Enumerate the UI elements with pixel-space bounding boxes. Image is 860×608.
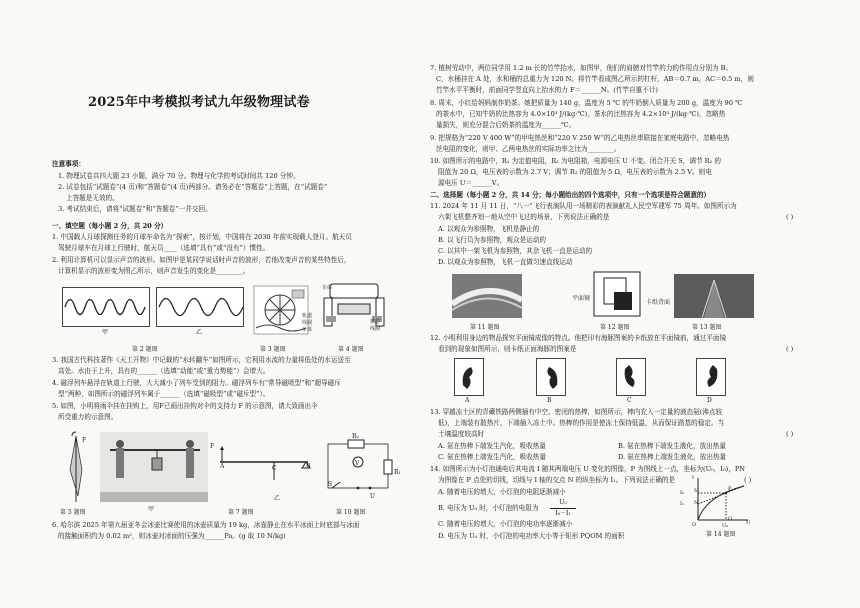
q12-line2: 看到的现象如图所示，则卡纸正面海豚的图案是 [438,345,577,353]
q12-option-d-dolphin [696,358,726,396]
q10-line3: 源电压 U＝______V。 [438,179,504,187]
q7-line2: C，水桶挂在 A 处，水和桶的总重力为 120 N。将竹竿看成图乙所示的杠杆，AB＝0.7 m，AC＝0.5 m，则 [436,75,754,83]
q6-line1: 6. 哈尔滨 2025 年第九届亚冬会冰壶比赛使用的冰壶质量为 19 kg，冰壶静止在水平冰面上时底部与冰面 [52,521,360,529]
q13-option-c: C. 氨在热棒上端发生汽化，吸收热量 [438,453,546,461]
q13-option-a: A. 氨在热棒下端发生汽化，吸收热量 [438,442,546,450]
fig2-caption: 第 2 题图 [132,346,158,353]
q10-line1: 10. 如图所示的电路中，R₁ 为定值电阻，R₂ 为电阻箱，电源电压 U 不变。闭合开关 S，调节 R₂ 的 [430,157,721,165]
q12-option-c-letter: C [627,397,632,404]
fig5-umbrella-illustration [62,430,92,506]
q11-answer-paren: ( ) [786,213,794,221]
section-2-heading: 二、选择题（每小题 2 分，共 14 分；每小题给出的四个选项中，只有一个选项是符合题意的） [430,191,711,199]
q11-option-a: A. 以观众为参照物，飞机是静止的 [438,225,540,233]
fig12-caption: 第 12 题图 [600,324,630,331]
fig10-label-v: V [355,460,360,467]
q10-line2: 阻值为 20 Ω，电压表的示数为 2.7 V；调节 R₂ 的阻值为 5 Ω，电压表的示数为 2.5 V。则电 [438,168,712,176]
q11-option-d: D. 以观众为参照物，飞机一直做匀速直线运动 [438,258,573,266]
fig4-label-coil1: 线圈 [302,320,313,326]
fig12-mirror-diagram [590,270,644,320]
section-1-heading: 一、填空题（每小题 2 分，共 20 分） [52,222,168,230]
note-1: 1. 物理试卷共四大题 23 小题，满分 70 分。物理与化学的考试时间共 120 分钟。 [58,172,300,180]
fig7-lever-diagram [216,446,312,490]
q14-line2: 为图像在 P 点处的切线，切线与 I 轴的交点 N 的纵坐标为 I₁。下列说法正确的是 [438,476,676,484]
fig10-label-r1: R₁ [394,469,401,476]
fig12-label-card-back: 卡纸背面 [646,299,671,306]
q13-answer-paren: ( ) [786,430,794,438]
q1-line2: 驾驶月球车在月球上行驶时，航天员____（选填“具有”或“没有”）惯性。 [58,244,270,252]
q12-option-a-dolphin [454,358,484,396]
q14-option-d: D. 电压为 U₀ 时，小灯泡的电功率大小等于矩形 PQOM 的面积 [438,532,625,540]
fraction-denominator: I₀－I₁ [555,509,571,517]
svg-text:F: F [82,437,87,444]
fig4-label-carbody2: 车体 [302,327,313,333]
fig10-caption: 第 10 题图 [336,509,366,516]
fig11-aircraft-photo [452,274,522,318]
notes-header: 注意事项： [52,160,85,168]
fig14-caption: 第 14 题图 [706,531,736,538]
fig14-label-o: O [692,522,697,528]
q11-option-b: B. 以飞行员为参照物，观众是运动的 [438,236,546,244]
fig10-label-u: U [370,493,376,500]
fig14-label-u0: U₀ [722,523,729,529]
fig13-caption: 第 13 题图 [692,324,722,331]
q8-line3: 量损失，则充分混合后奶茶的温度为______℃。 [436,121,576,129]
fig7-label-f: F [210,443,215,450]
q8-line2: 的茶水中，已知牛奶的比热容为 4.0×10³ J/(kg·℃)，茶水的比热容为 4.2×10³ J/(kg·℃)，忽略热 [436,110,726,118]
q7-line3: 竹竿水平平衡时，前面同学竖直向上抬水的力 F＝______N。(竹竿自重不计) [436,86,658,94]
fraction-numerator: U₀ [550,498,576,509]
fig13-railway-photo [674,274,754,318]
q2-line2: 计算机显示的波形变为图乙所示，则声音发生的变化是________。 [58,267,250,275]
fig11-caption: 第 11 题图 [470,324,500,331]
note-2b: 上答题是无效的。 [66,194,119,202]
q14-option-b-fraction [550,498,576,518]
q12-option-b-dolphin [536,358,566,396]
q6-line2: 的接触面积约为 0.02 m²，则冰壶对冰面的压强为______Pa。(g 取 10 N/kg) [58,532,286,540]
fig14-label-p: P [728,486,732,492]
q4-line1: 4. 磁浮列车悬浮在轨道上行驶，大大减小了列车受到的阻力。磁浮列车有“常导磁吸型”和“超导磁斥 [52,379,341,387]
fig5-caption: 第 5 题图 [60,509,86,516]
q11-line2: 六架飞机整齐划一地从空中飞过的场景，下列说法正确的是 [438,213,610,221]
q14-option-a: A. 随着电压的增大，小灯泡的电阻逐渐减小 [438,488,566,496]
note-3: 3. 考试结束后，请将“试题卷”和“答题卷”一并交回。 [58,205,212,213]
fig10-label-s: S [328,481,333,488]
q12-option-d-letter: D [707,397,712,404]
fig7-label-pointC: C [272,465,277,472]
q14-line1: 14. 如图所示为小灯泡通电后其电流 I 随其两端电压 U 变化的图像，P 为图线上一点，坐标为(U₀，I₀)，PN [430,465,746,473]
page-title: 2025年中考模拟考试九年级物理试卷 [88,95,310,110]
note-2: 2. 试卷包括“试题卷”(4 页)和“答题卷”(4 页)两部分。请务必在“答题卷”上答题，在“试题卷” [58,183,328,191]
q1-line1: 1. 中国载人月球探测任务的月球车命名为“探索”，按计划，中国将在 2030 年前实现载人登月。航天员 [52,233,352,241]
fig10-label-r2: R₂ [352,433,359,440]
fig14-label-m: M [694,488,700,494]
fig12-label-mirror: 平面镜 [572,295,591,302]
fig7-carry-water-photo [100,432,208,502]
q2-line1: 2. 利用计算机可以显示声音的波形。如图甲是某同学说话时声音的波形，若他改变声音的某些特性后， [52,256,351,264]
q14-option-c: C. 随着电压的增大，小灯泡的电功率逐渐减小 [438,520,573,528]
fig3-caption: 第 3 题图 [260,346,286,353]
fig2-label-b: 乙 [196,329,203,336]
q4-line2: 型”两种，如图所示的磁浮列车属于______（选填“磁吸型”或“磁斥型”）。 [58,390,270,398]
q5-line1: 5. 如图，小明将雨伞挂在挂钩上，用F已画出挂钩对伞的支持力 F 的示意图，请大致画出伞 [52,402,318,410]
fig7-caption: 第 7 题图 [228,509,254,516]
fig4-label-track: 轨道 [302,313,313,319]
fig4-label-coil2: 线圈 [370,326,381,332]
fig2-waveform-b [156,287,244,327]
q8-line1: 8. 周末，小红给妈妈制作奶茶。她把质量为 140 g，温度为 5 ℃ 的牛奶倒入质量为 200 g，温度为 90 ℃ [430,99,743,107]
fig14-label-q: Q [728,516,733,522]
q13-line1: 13. 穿越冻土区的青藏铁路两侧插有中空、密闭的热棒，如图所示，棒内充入一定量的液态氨(沸点较 [430,408,723,416]
fig2-label-a: 甲 [102,329,109,336]
q14-option-b: B. 电压为 U₀ 时，小灯泡的电阻为 [438,504,539,512]
fig14-axis-i: I [692,475,694,481]
q13-option-d: D. 氨在热棒上端发生液化，放出热量 [618,453,727,461]
q13-option-b: B. 氨在热棒下端发生液化，放出热量 [618,442,726,450]
fig4-caption: 第 4 题图 [338,346,364,353]
fig7-label-b: 乙 [274,495,281,502]
q5-line2: 所受重力的示意图。 [58,413,118,421]
q9-line1: 9. 把规格为“220 V 400 W”的甲电热丝和“220 V 250 W”的乙电热丝串联接在家庭电路中，忽略电热 [430,134,730,142]
fig7-label-pointA: A [220,463,225,470]
q3-line2: 高处。水由于上升，具有的______（选填“动能”或“重力势能”）会增大。 [58,367,270,375]
fig4-label-carbody: 车体 [322,285,333,291]
fig4-label-core: 铁芯 [370,319,381,325]
q3-line1: 3. 我国古代科技著作《天工开物》中记载的“水转翻车”如图所示，它利用水流的力量将低处的水运送至 [52,356,351,364]
fig2-waveform-a [62,287,150,327]
fig14-axis-u: U [746,520,751,526]
q12-line1: 12. 小明利用身边的物品探究平面镜成像的特点。他把印有海豚图案的卡纸放在平面镜前，通过平面镜 [430,334,727,342]
q11-option-c: C. 以其中一架飞机为参照物，其余飞机一直是运动的 [438,247,593,255]
q12-answer-paren: ( ) [786,345,794,353]
fig14-label-i1: I₁ [680,501,684,507]
fig14-label-i0: I₀ [680,490,684,496]
fig14-label-n: N [694,500,699,506]
q14-answer-paren: ( ) [744,476,752,484]
q7-line1: 7. 植树劳动中，两位同学用 1.2 m 长的竹竿抬水，如图甲，他们的肩膀对竹竿的力的作用点分别为 B、 [430,64,733,72]
fig7-label-a: 甲 [148,506,155,513]
q12-option-b-letter: B [547,397,552,404]
q13-line2: 低)，上端装有散热片，下端插入冻土中。热棒的作用是使冻土保持低温，从而保证路基的稳定。当 [438,419,725,427]
q13-line3: 土壤温度较高时 [438,430,485,438]
q11-line1: 11. 2024 年 11 月 11 日，“八一”飞行表演队用一场精彩的表演献礼人民空军建军 75 周年。如图所示为 [430,202,737,210]
q12-option-c-dolphin [616,358,646,396]
q12-option-a-letter: A [465,397,470,404]
q9-line2: 丝电阻的变化，则甲、乙两电热丝的实际功率之比为________。 [436,145,621,153]
fig7-label-pointB: B [306,463,311,470]
